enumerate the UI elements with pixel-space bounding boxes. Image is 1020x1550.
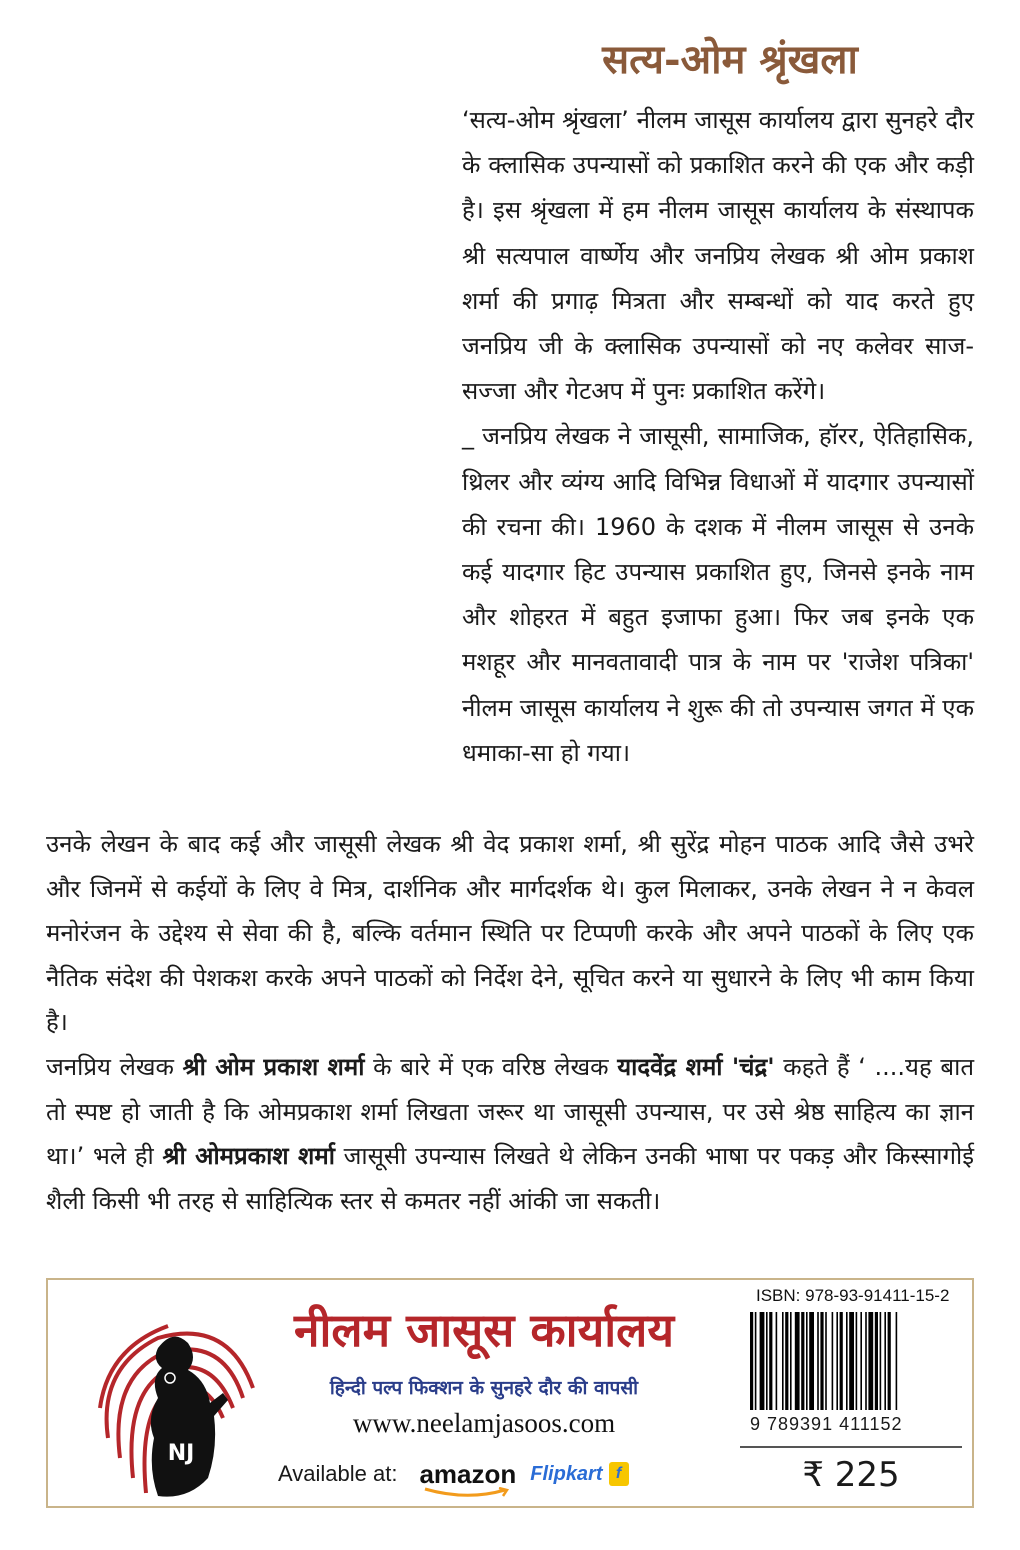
publisher-tagline: हिन्दी पल्प फिक्शन के सुनहरे दौर की वापसी <box>329 1377 639 1399</box>
isbn-text: ISBN: 978-93-91411-15-2 <box>756 1286 950 1305</box>
series-title: सत्य-ओम श्रृंखला <box>602 36 858 83</box>
intro-paragraph-2: _ जनप्रिय लेखक ने जासूसी, सामाजिक, हॉरर, ऐतिहासिक, थ्रिलर और व्यंग्य आदि विभिन्न विधाओं में यादगार उपन्यासों की रचना की। 1960 के दशक में नीलम जासूस से उनके कई यादगार हिट उपन्यास प्रकाशित हुए, जिनसे इनके नाम और शोहरत में बहुत इजाफा हुआ। फिर जब इनके एक मशहूर और मानवतावादी पात्र के नाम पर 'राजेश पत्रिका' नीलम जासूस कार्यालय ने शुरू की तो उपन्यास जगत में एक धमाका-सा हो गया। <box>462 422 975 767</box>
isbn-block <box>738 1286 966 1440</box>
amazon-smile-icon <box>423 1487 511 1499</box>
quote-text-3: कहते हैं ‘ ....यह बात तो स्पष्ट हो जाती है कि ओमप्रकाश शर्मा लिखता जरूर था जासूसी उपन्यास, पर उसे श्रेष्ठ साहित्य का ज्ञान था।’ भले ही <box>46 1052 974 1171</box>
logo-letters: NJ <box>167 1441 195 1466</box>
barcode-number: 9 789391 411152 <box>750 1414 903 1434</box>
publisher-logo-icon <box>88 1308 268 1503</box>
quote-text-1: जनप्रिय लेखक <box>46 1052 183 1081</box>
body-paragraph-1: उनके लेखन के बाद कई और जासूसी लेखक श्री वेद प्रकाश शर्मा, श्री सुरेंद्र मोहन पाठक आदि जैसे उभरे और जिनमें से कईयों के लिए वे मित्र, दार्शनिक और मार्गदर्शक थे। कुल मिलाकर, उनके लेखन ने न केवल मनोरंजन के उद्देश्य से सेवा की है, बल्कि वर्तमान स्थिति पर टिप्पणी करके और अपने पाठकों के लिए एक नैतिक संदेश की पेशकश करके अपने पाठकों को निर्देश देने, सूचित करने या सुधारने के लिए भी काम किया है। <box>46 830 974 1037</box>
publisher-footer <box>46 1278 974 1508</box>
quote-text-2: के बारे में एक वरिष्ठ लेखक <box>364 1052 618 1081</box>
body-paragraph-2 <box>46 1045 974 1223</box>
intro-column <box>462 98 974 776</box>
amazon-wordmark: amazon <box>419 1458 517 1489</box>
author-name-bold: श्री ओम प्रकाश शर्मा <box>182 1052 365 1081</box>
publisher-name: नीलम जासूस कार्यालय <box>293 1303 675 1357</box>
publisher-website[interactable]: www.neelamjasoos.com <box>352 1408 616 1438</box>
intro-paragraph-1: ‘सत्य-ओम श्रृंखला’ नीलम जासूस कार्यालय द्वारा सुनहरे दौर के क्लासिक उपन्यासों को प्रकाशित करने की एक और कड़ी है। इस श्रृंखला में हम नीलम जासूस कार्यालय के संस्थापक श्री सत्यपाल वार्ष्णेय और जनप्रिय लेखक श्री ओम प्रकाश शर्मा की प्रगाढ़ मित्रता और सम्बन्धों को याद करते हुए जनप्रिय जी के क्लासिक उपन्यासों को नए कलेवर साज-सज्जा और गेटअप में पुनः प्रकाशित करेंगे। <box>462 106 974 406</box>
available-at-label: Available at: <box>278 1461 398 1486</box>
price: ₹ 225 <box>740 1446 962 1502</box>
amazon-logo[interactable] <box>419 1459 516 1490</box>
body-text <box>46 822 974 1223</box>
barcode-icon <box>748 1312 960 1412</box>
author-name-bold-2: श्री ओमप्रकाश शर्मा <box>162 1142 335 1171</box>
senior-author-name-bold: यादवेंद्र शर्मा 'चंद्र' <box>617 1052 775 1081</box>
availability-row <box>278 1456 718 1492</box>
quote-text-4: जासूसी उपन्यास लिखते थे लेकिन उनकी भाषा पर पकड़ और किस्सागोई शैली किसी भी तरह से साहित्यिक स्तर से कमतर नहीं आंकी जा सकती। <box>46 1142 974 1215</box>
flipkart-bag-icon: f <box>609 1462 629 1486</box>
flipkart-logo[interactable]: Flipkart <box>530 1462 603 1485</box>
